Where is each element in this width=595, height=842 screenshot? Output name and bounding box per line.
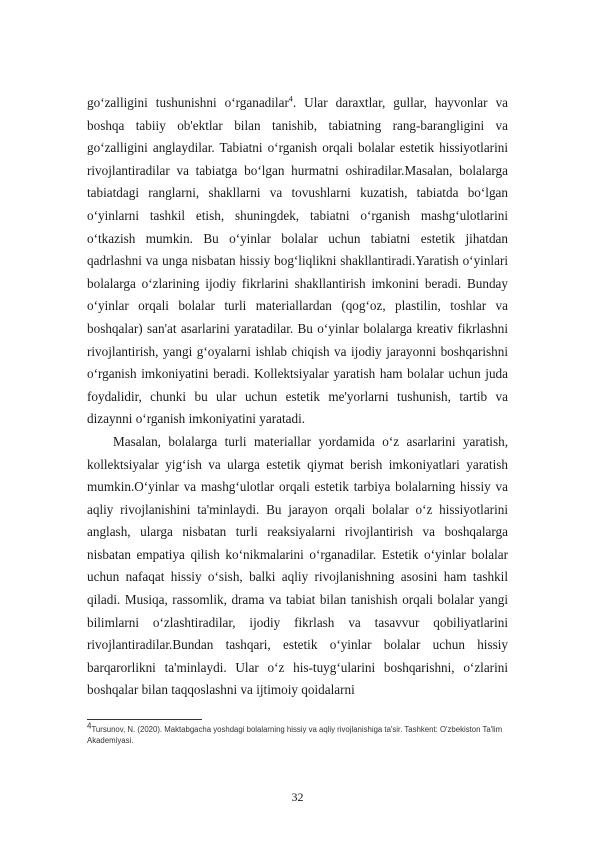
paragraph-1 bbox=[87, 92, 508, 431]
footnote-reference[interactable]: 4 bbox=[288, 94, 293, 104]
paragraph-1-start: go‘zalligini tushunishni o‘rganadilar bbox=[87, 95, 289, 110]
body-text bbox=[87, 92, 508, 702]
footnote-divider bbox=[87, 719, 202, 720]
footnote-text: Tursunov, N. (2020). Maktabgacha yoshdagi bolalarning hissiy va aqliy rivojlanishiga ta'sir. Tashkent: O'zbekiston Ta'lim Akademiyasi. bbox=[87, 725, 503, 745]
paragraph-1-rest: . Ular daraxtlar, gullar, hayvonlar va boshqa tabiiy ob'ektlar bilan tanishib, tabiatning rang-barangligini va go‘zalligini anglaydilar. Tabiatni o‘rganish orqali bolalar estetik hissiyotlarini rivojlantiradilar va tabiatga bo‘lgan hurmatni oshiradilar.Masalan, bolalarga tabiatdagi ranglarni, shakllarni va tovushlarni kuzatish, tabiatda bo‘lgan o‘yinlarni tashkil etish, shuningdek, tabiatni o‘rganish mashg‘ulotlarini o‘tkazish mumkin. Bu o‘yinlar bolalar uchun tabiatni estetik jihatdan qadrlashni va unga nisbatan hissiy bog‘liqlikni shakllantiradi.Yaratish o‘yinlari bolalarga o‘zlarining ijodiy fikrlarini shakllantirish imkonini beradi. Bunday o‘yinlar orqali bolalar turli materiallardan (qog‘oz, plastilin, toshlar va boshqalar) san'at asarlarini yaratadilar. Bu o‘yinlar bolalarga kreativ fikrlashni rivojlantirish, yangi g‘oyalarni ishlab chiqish va ijodiy jarayonni boshqarishni o‘rganish imkoniyatini beradi. Kollektsiyalar yaratish ham bolalar uchun juda foydalidir, chunki bu ular uchun estetik me'yorlarni tushunish, tartib va dizaynni o‘rganish imkoniyatini yaratadi. bbox=[87, 95, 509, 427]
footnote-number: 4 bbox=[87, 721, 92, 731]
page-number: 32 bbox=[291, 790, 304, 804]
footnote bbox=[87, 721, 508, 746]
paragraph-2: Masalan, bolalarga turli materiallar yordamida o‘z asarlarini yaratish, kollektsiyalar yig‘ish va ularga estetik qiymat berish imkoniyatlari yaratish mumkin.O‘yinlar va mashg‘ulotlar orqali estetik tarbiya bolalarning hissiy va aqliy rivojlanishini ta'minlaydi. Bu jarayon orqali bolalar o‘z hissiyotlarini anglash, ularga nisbatan turli reaksiyalarni rivojlantirish va boshqalarga nisbatan empatiya qilish ko‘nikmalarini o‘rganadilar. Estetik o‘yinlar bolalar uchun nafaqat hissiy o‘sish, balki aqliy rivojlanishning asosini ham tashkil qiladi. Musiqa, rassomlik, drama va tabiat bilan tanishish orqali bolalar yangi bilimlarni o‘zlashtiradilar, ijodiy fikrlash va tasavvur qobiliyatlarini rivojlantiradilar.Bundan tashqari, estetik o‘yinlar bolalar uchun hissiy barqarorlikni ta'minlaydi. Ular o‘z his-tuyg‘ularini boshqarishni, o‘zlarini boshqalar bilan taqqoslashni va ijtimoiy qoidalarni bbox=[87, 433, 508, 698]
